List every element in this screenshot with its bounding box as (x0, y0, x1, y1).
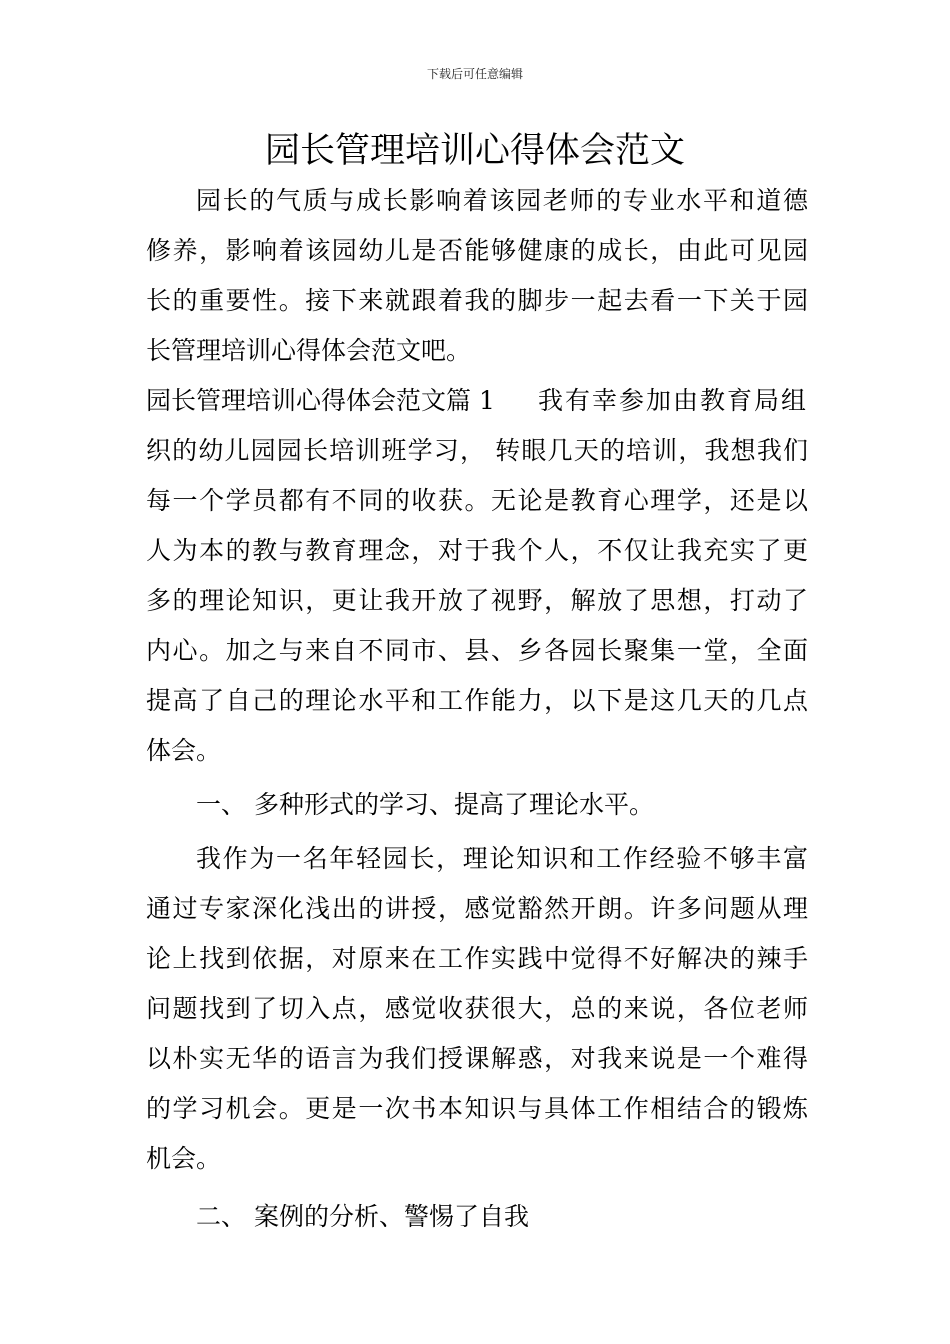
text-line: 织的幼儿园园长培训班学习， 转眼几天的培训，我想我们 (146, 436, 808, 465)
article-1-paragraph (146, 376, 808, 776)
document-body (146, 176, 808, 1242)
text-line (146, 376, 808, 426)
article-text-start: 我有幸参加由教育局组 (537, 386, 808, 415)
section-2-heading-paragraph (146, 1192, 808, 1242)
section-heading: 二、 案例的分析、警惕了自我 (196, 1202, 529, 1231)
text-line: 体会。 (146, 736, 222, 765)
section-1-heading-paragraph (146, 780, 808, 830)
text-line: 论上找到依据，对原来在工作实践中觉得不好解决的辣手 (146, 944, 808, 973)
header-note: 下载后可任意编辑 (426, 67, 523, 81)
text-line: 我作为一名年轻园长，理论知识和工作经验不够丰富 (196, 844, 808, 873)
text-line: 的学习机会。更是一次书本知识与具体工作相结合的锻炼 (146, 1094, 808, 1123)
text-line: 修养，影响着该园幼儿是否能够健康的成长，由此可见园 (146, 236, 808, 265)
text-line: 内心。加之与来自不同市、县、乡各园长聚集一堂，全面 (146, 636, 808, 665)
text-line: 每一个学员都有不同的收获。无论是教育心理学，还是以 (146, 486, 808, 515)
text-line: 人为本的教与教育理念，对于我个人，不仅让我充实了更 (146, 536, 808, 565)
document-title: 园长管理培训心得体会范文 (264, 131, 685, 171)
text-line: 长的重要性。接下来就跟着我的脚步一起去看一下关于园 (146, 286, 808, 315)
text-line: 园长的气质与成长影响着该园老师的专业水平和道德 (196, 186, 808, 215)
text-line: 多的理论知识，更让我开放了视野，解放了思想，打动了 (146, 586, 808, 615)
text-line: 机会。 (146, 1144, 222, 1173)
intro-paragraph (146, 176, 808, 376)
section-1-body-paragraph (146, 834, 808, 1184)
text-line: 以朴实无华的语言为我们授课解惑，对我来说是一个难得 (146, 1044, 808, 1073)
text-line: 问题找到了切入点，感觉收获很大，总的来说，各位老师 (146, 994, 808, 1023)
text-line: 长管理培训心得体会范文吧。 (146, 336, 472, 365)
text-line: 提高了自己的理论水平和工作能力，以下是这几天的几点 (146, 686, 808, 715)
section-heading: 一、 多种形式的学习、提高了理论水平。 (196, 790, 654, 819)
text-line: 通过专家深化浅出的讲授，感觉豁然开朗。许多问题从理 (146, 894, 808, 923)
article-heading: 园长管理培训心得体会范文篇 1 (146, 386, 495, 415)
